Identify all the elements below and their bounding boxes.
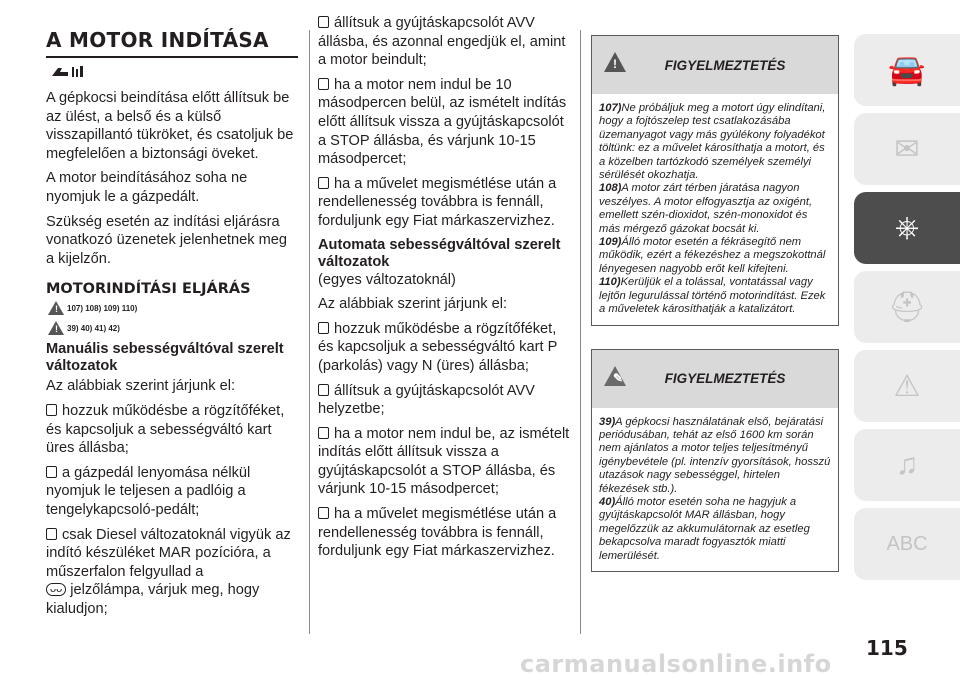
tab-multimedia[interactable] [854, 429, 960, 501]
warning-body [592, 408, 838, 571]
page-number: 115 [866, 636, 908, 660]
automatic-subheading: (egyes változatoknál) [318, 271, 456, 288]
list-item: ha a motor nem indul be 10 másodpercen belül, az ismételt indítás előtt állítsuk vissza a gyújtáskapcsolót a STOP állásba, és várjunk 10-15 másodpercet; [318, 76, 567, 168]
title-rule [46, 56, 298, 58]
column-divider [580, 30, 581, 634]
section-title: MOTORINDÍTÁSI ELJÁRÁS [46, 281, 251, 298]
column-1 [46, 0, 298, 624]
warning-item: 109)Álló motor esetén a fékrásegítő nem működik, ezért a fékezéshez a megszokottnál lényegesen nagyobb erőt kell kifejteni. [599, 236, 826, 275]
list-item: a gázpedál lenyomása nélkül nyomjuk le teljesen a padlóig a tengelykapcsoló-pedált; [46, 464, 251, 518]
bullet-icon [318, 507, 329, 519]
glow-plug-icon: ᴗᴗ [46, 583, 66, 596]
warning-item: 110)Kerüljük el a tolással, vontatással vagy lejtőn legurulással történő motorindítást. Ezek a műveletek károsíthatják a katalizátort. [599, 276, 826, 316]
warning-header [592, 350, 838, 408]
warning-triangle-icon: ! [48, 321, 64, 335]
tab-starting-driving[interactable] [854, 192, 960, 264]
watermark: carmanualsonline.info [520, 650, 832, 678]
tab-safety[interactable] [854, 271, 960, 343]
automatic-intro: Az alábbiak szerint járjunk el: [318, 296, 507, 313]
multimedia-icon: ♫ [895, 448, 919, 481]
index-icon: ABC [886, 532, 928, 555]
warning-box-1 [591, 35, 839, 326]
gas-pedal-note: A motor beindításához soha ne nyomjuk le a gázpedált. [46, 170, 248, 205]
bullet-icon [318, 78, 329, 90]
warning-lights-icon: ✉ [894, 132, 920, 166]
display-note: Szükség esetén az indítási eljárásra vonatkozó üzenetek jelenhetnek meg a kijelzőn. [46, 213, 287, 267]
bullet-icon [318, 16, 329, 28]
chapter-tabs [854, 34, 960, 587]
warning-header [592, 36, 838, 94]
warning-item: 108)A motor zárt térben járatása nagyon veszélyes. A motor elfogyasztja az oxigént, emellett szén-dioxidot, szén-monoxidot és más mérgező gázokat bocsát ki. [599, 182, 813, 235]
column-2 [318, 14, 570, 567]
key-steering-icon: ⎈ [895, 211, 919, 244]
warning-item: 39)A gépkocsi használatának első, bejáratási periódusában, tehát az első 1600 km során nem ajánlatos a motor teljes teljesítményű igénybevétele (pl. intenzív gyorsítások, hosszú utazások nagy sebességgel, hirtelen fékezések stb.). [599, 415, 831, 495]
bullet-icon [318, 322, 329, 334]
bullet-icon [46, 404, 57, 416]
warning-item: 107)Ne próbáljuk meg a motort úgy elindítani, hogy a fojtószelep test csatlakozásába üzemanyagot vagy más gyúlékony folyadékot töltünk: ez a művelet károsíthatja a motort, és a közelben tartózkodó személyek személyi sérülését okozhatja. [599, 102, 826, 182]
bullet-icon [318, 384, 329, 396]
automatic-heading: Automata sebességváltóval szerelt változatok [318, 236, 561, 270]
list-item: állítsuk a gyújtáskapcsolót AVV helyzetbe; [318, 382, 535, 418]
tab-emergency[interactable] [854, 350, 960, 422]
warning-title: FIGYELMEZTETÉS [664, 57, 786, 73]
tab-index[interactable] [854, 508, 960, 580]
start-icon [50, 64, 298, 85]
warning-ref-1 [48, 301, 298, 315]
warning-body [592, 94, 838, 325]
warning-ref-numbers: 107) 108) 109) 110) [67, 303, 138, 313]
list-item: hozzuk működésbe a rögzítőféket, és kapcsoljuk a sebességváltó kart üres állásba; [46, 402, 285, 457]
bullet-icon [46, 466, 57, 478]
caution-triangle-icon: ✎ [604, 366, 626, 386]
list-item: csak Diesel változatoknál vigyük az indító készüléket MAR pozícióra, a műszerfalon felgyullad a ᴗᴗ jelzőlámpa, várjuk meg, hogy kialudjon; [46, 526, 291, 617]
warning-triangle-icon: ! [48, 301, 64, 315]
bullet-icon [46, 528, 57, 540]
tab-car-info[interactable] [854, 34, 960, 106]
warning-item: 40)Álló motor esetén soha ne hagyjuk a gyújtáskapcsolót MAR állásban, hogy megelőzzük az akkumulátornak az esetleg bekapcsolva maradt fogyasztók miatti lemerülését. [599, 495, 810, 562]
list-item: hozzuk működésbe a rögzítőféket, és kapcsoljuk a sebességváltó kart P (parkolás) vagy N (üres) állásba; [318, 320, 558, 374]
page-title: A MOTOR INDÍTÁSA [46, 28, 269, 52]
warning-triangle-icon: ! [604, 52, 626, 72]
car-info-icon: 🚘 [888, 53, 926, 87]
intro-paragraph: A gépkocsi beindítása előtt állítsuk be az ülést, a belső és a külső visszapillantó tükröket, és csatoljuk be megfelelően a biztonsági öveket. [46, 90, 294, 162]
warning-ref-numbers: 39) 40) 41) 42) [67, 323, 120, 333]
list-item: ha a motor nem indul be, az ismételt indítás előtt állítsuk vissza a gyújtáskapcsolót a STOP állásba, és várjunk 10-15 másodpercet; [318, 425, 570, 498]
bullet-icon [318, 427, 329, 439]
list-item: ha a művelet megismétlése után a rendellenesség továbbra is fennáll, forduljunk egy Fiat márkaszervizhez. [318, 506, 557, 560]
tools-icon: ⚠ [893, 369, 921, 403]
column-3 [591, 35, 839, 595]
column-divider [309, 30, 310, 634]
safety-icon: ⛑ [887, 290, 927, 324]
tab-warning-lights[interactable] [854, 113, 960, 185]
warning-title: FIGYELMEZTETÉS [664, 371, 786, 386]
warning-box-2 [591, 349, 839, 572]
list-item: állítsuk a gyújtáskapcsolót AVV állásba, és azonnal engedjük el, amint a motor beindult; [318, 15, 566, 69]
manual-intro: Az alábbiak szerint járjunk el: [46, 378, 235, 395]
manual-heading: Manuális sebességváltóval szerelt változatok [46, 341, 284, 375]
bullet-icon [318, 177, 329, 189]
list-item: ha a művelet megismétlése után a rendellenesség továbbra is fennáll, forduljunk egy Fiat márkaszervizhez. [318, 175, 557, 229]
warning-ref-2 [48, 321, 298, 335]
